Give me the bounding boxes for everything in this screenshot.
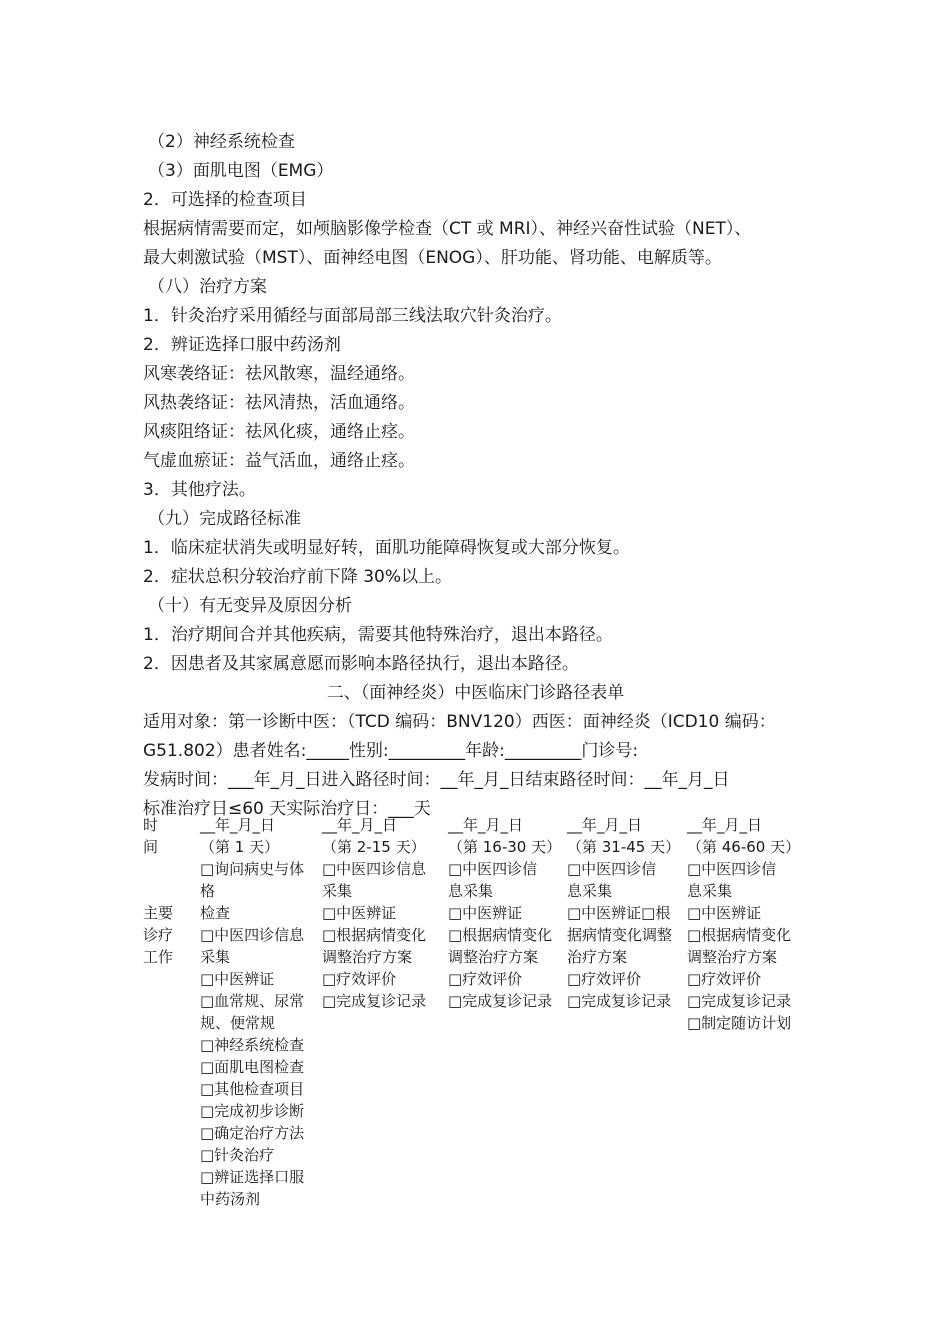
row-label-main-work — [143, 902, 193, 968]
text-line: 2．辨证选择口服中药汤剂 — [143, 335, 341, 355]
text-line: 1．针灸治疗采用循经与面部局部三线法取穴针灸治疗。 — [143, 306, 562, 326]
checklist-item[interactable]: □中医四诊信息 — [200, 926, 305, 944]
column-header-line: （第 2-15 天） — [322, 838, 426, 856]
column-header-line: __年_月_日 — [448, 816, 524, 834]
day-column-5 — [687, 814, 805, 1034]
checklist-item: 格 — [200, 882, 216, 900]
checklist-item: 检查 — [200, 904, 231, 922]
checklist-item[interactable]: □中医四诊信 — [567, 860, 657, 878]
text-line: 风热袭络证：祛风清热，活血通络。 — [143, 393, 415, 413]
checklist-item: 息采集 — [567, 882, 613, 900]
text-line: 1．临床症状消失或明显好转，面肌功能障碍恢复或大部分恢复。 — [143, 538, 630, 558]
text-line: 标准治疗日≤60 天实际治疗日：___天 — [143, 799, 431, 819]
text-line: 2．因患者及其家属意愿而影响本路径执行，退出本路径。 — [143, 654, 579, 674]
text-line: 3．其他疗法。 — [143, 480, 256, 500]
checklist-item[interactable]: □完成复诊记录 — [687, 992, 792, 1010]
row-label-line: 工作 — [143, 948, 174, 966]
checklist-item: 息采集 — [687, 882, 733, 900]
section-title: 二、（面神经炎）中医临床门诊路径表单 — [326, 683, 625, 703]
text-line: 适用对象：第一诊断中医：（TCD 编码：BNV120）西医：面神经炎（ICD10 编码： — [143, 712, 776, 732]
checklist-item[interactable]: □完成初步诊断 — [200, 1102, 305, 1120]
checklist-item[interactable]: □完成复诊记录 — [448, 992, 553, 1010]
time-header-line: 间 — [143, 838, 159, 856]
checklist-item: 中药汤剂 — [200, 1190, 261, 1208]
checklist-item[interactable]: □血常规、尿常 — [200, 992, 305, 1010]
checklist-item[interactable]: □其他检查项目 — [200, 1080, 305, 1098]
text-line: 根据病情需要而定，如颅脑影像学检查（CT 或 MRI）、神经兴奋性试验（NET）、 — [143, 219, 752, 239]
time-header-line: 时 — [143, 816, 159, 834]
column-header-line: __年_月_日 — [687, 816, 763, 834]
checklist-item[interactable]: □中医辨证□根 — [567, 904, 671, 922]
document-body — [143, 128, 823, 824]
checklist-item[interactable]: □疗效评价 — [322, 970, 397, 988]
text-line: 发病时间：___年_月_日进入路径时间：__年_月_日结束路径时间：__年_月_日 — [143, 770, 730, 790]
text-line: 最大刺激试验（MST）、面神经电图（ENOG）、肝功能、肾功能、电解质等。 — [143, 248, 722, 268]
day-column-3 — [448, 814, 566, 1012]
column-header-line: __年_月_日 — [322, 816, 398, 834]
checklist-item[interactable]: □根据病情变化 — [448, 926, 553, 944]
text-line: 风寒袭络证：祛风散寒，温经通络。 — [143, 364, 415, 384]
text-line: 2．可选择的检查项目 — [143, 190, 307, 210]
text-line: （3）面肌电图（EMG） — [148, 161, 334, 181]
checklist-item[interactable]: □确定治疗方法 — [200, 1124, 305, 1142]
checklist-item: 调整治疗方案 — [448, 948, 539, 966]
checklist-item[interactable]: □完成复诊记录 — [567, 992, 672, 1010]
checklist-item: 调整治疗方案 — [687, 948, 778, 966]
checklist-item[interactable]: □针灸治疗 — [200, 1146, 275, 1164]
checklist-item[interactable]: □完成复诊记录 — [322, 992, 427, 1010]
column-header-line: __年_月_日 — [200, 816, 276, 834]
text-line: （九）完成路径标准 — [148, 509, 301, 529]
checklist-item: 采集 — [322, 882, 353, 900]
checklist-item: 调整治疗方案 — [322, 948, 413, 966]
checklist-item[interactable]: □辨证选择口服 — [200, 1168, 305, 1186]
checklist-item[interactable]: □面肌电图检查 — [200, 1058, 305, 1076]
checklist-item: 规、便常规 — [200, 1014, 276, 1032]
text-line: （八）治疗方案 — [148, 277, 267, 297]
checklist-item: 采集 — [200, 948, 231, 966]
column-header-line: __年_月_日 — [567, 816, 643, 834]
checklist-item[interactable]: □根据病情变化 — [687, 926, 792, 944]
text-line: （2）神经系统检查 — [148, 132, 295, 152]
checklist-item[interactable]: □疗效评价 — [448, 970, 523, 988]
text-line: 2．症状总积分较治疗前下降 30%以上。 — [143, 567, 453, 587]
day-column-1 — [200, 814, 320, 1210]
checklist-item[interactable]: □中医四诊信 — [448, 860, 538, 878]
text-line: 气虚血瘀证：益气活血，通络止痉。 — [143, 451, 415, 471]
time-header — [143, 814, 199, 858]
column-header-line: （第 46-60 天） — [687, 838, 801, 856]
checklist-item[interactable]: □中医辨证 — [448, 904, 523, 922]
column-header-line: （第 31-45 天） — [567, 838, 681, 856]
row-label-line: 主要 — [143, 904, 174, 922]
checklist-item: 息采集 — [448, 882, 494, 900]
checklist-item[interactable]: □询问病史与体 — [200, 860, 305, 878]
checklist-item[interactable]: □中医辨证 — [200, 970, 275, 988]
text-line: G51.802）患者姓名:_____性别:_________年龄:_________门诊号: — [143, 741, 639, 761]
day-column-4 — [567, 814, 685, 1012]
checklist-item[interactable]: □制定随访计划 — [687, 1014, 792, 1032]
checklist-item: 据病情变化调整 — [567, 926, 673, 944]
checklist-item[interactable]: □根据病情变化 — [322, 926, 427, 944]
column-header-line: （第 1 天） — [200, 838, 280, 856]
checklist-item[interactable]: □中医四诊信息 — [322, 860, 427, 878]
checklist-item[interactable]: □神经系统检查 — [200, 1036, 305, 1054]
text-line: （十）有无变异及原因分析 — [148, 596, 352, 616]
checklist-item[interactable]: □疗效评价 — [567, 970, 642, 988]
row-label-line: 诊疗 — [143, 926, 174, 944]
checklist-item[interactable]: □中医四诊信 — [687, 860, 777, 878]
text-line: 1．治疗期间合并其他疾病，需要其他特殊治疗，退出本路径。 — [143, 625, 613, 645]
checklist-item: 治疗方案 — [567, 948, 628, 966]
checklist-item[interactable]: □中医辨证 — [322, 904, 397, 922]
column-header-line: （第 16-30 天） — [448, 838, 562, 856]
text-line: 风痰阻络证：祛风化痰，通络止痉。 — [143, 422, 415, 442]
day-column-2 — [322, 814, 446, 1012]
checklist-item[interactable]: □疗效评价 — [687, 970, 762, 988]
checklist-item[interactable]: □中医辨证 — [687, 904, 762, 922]
